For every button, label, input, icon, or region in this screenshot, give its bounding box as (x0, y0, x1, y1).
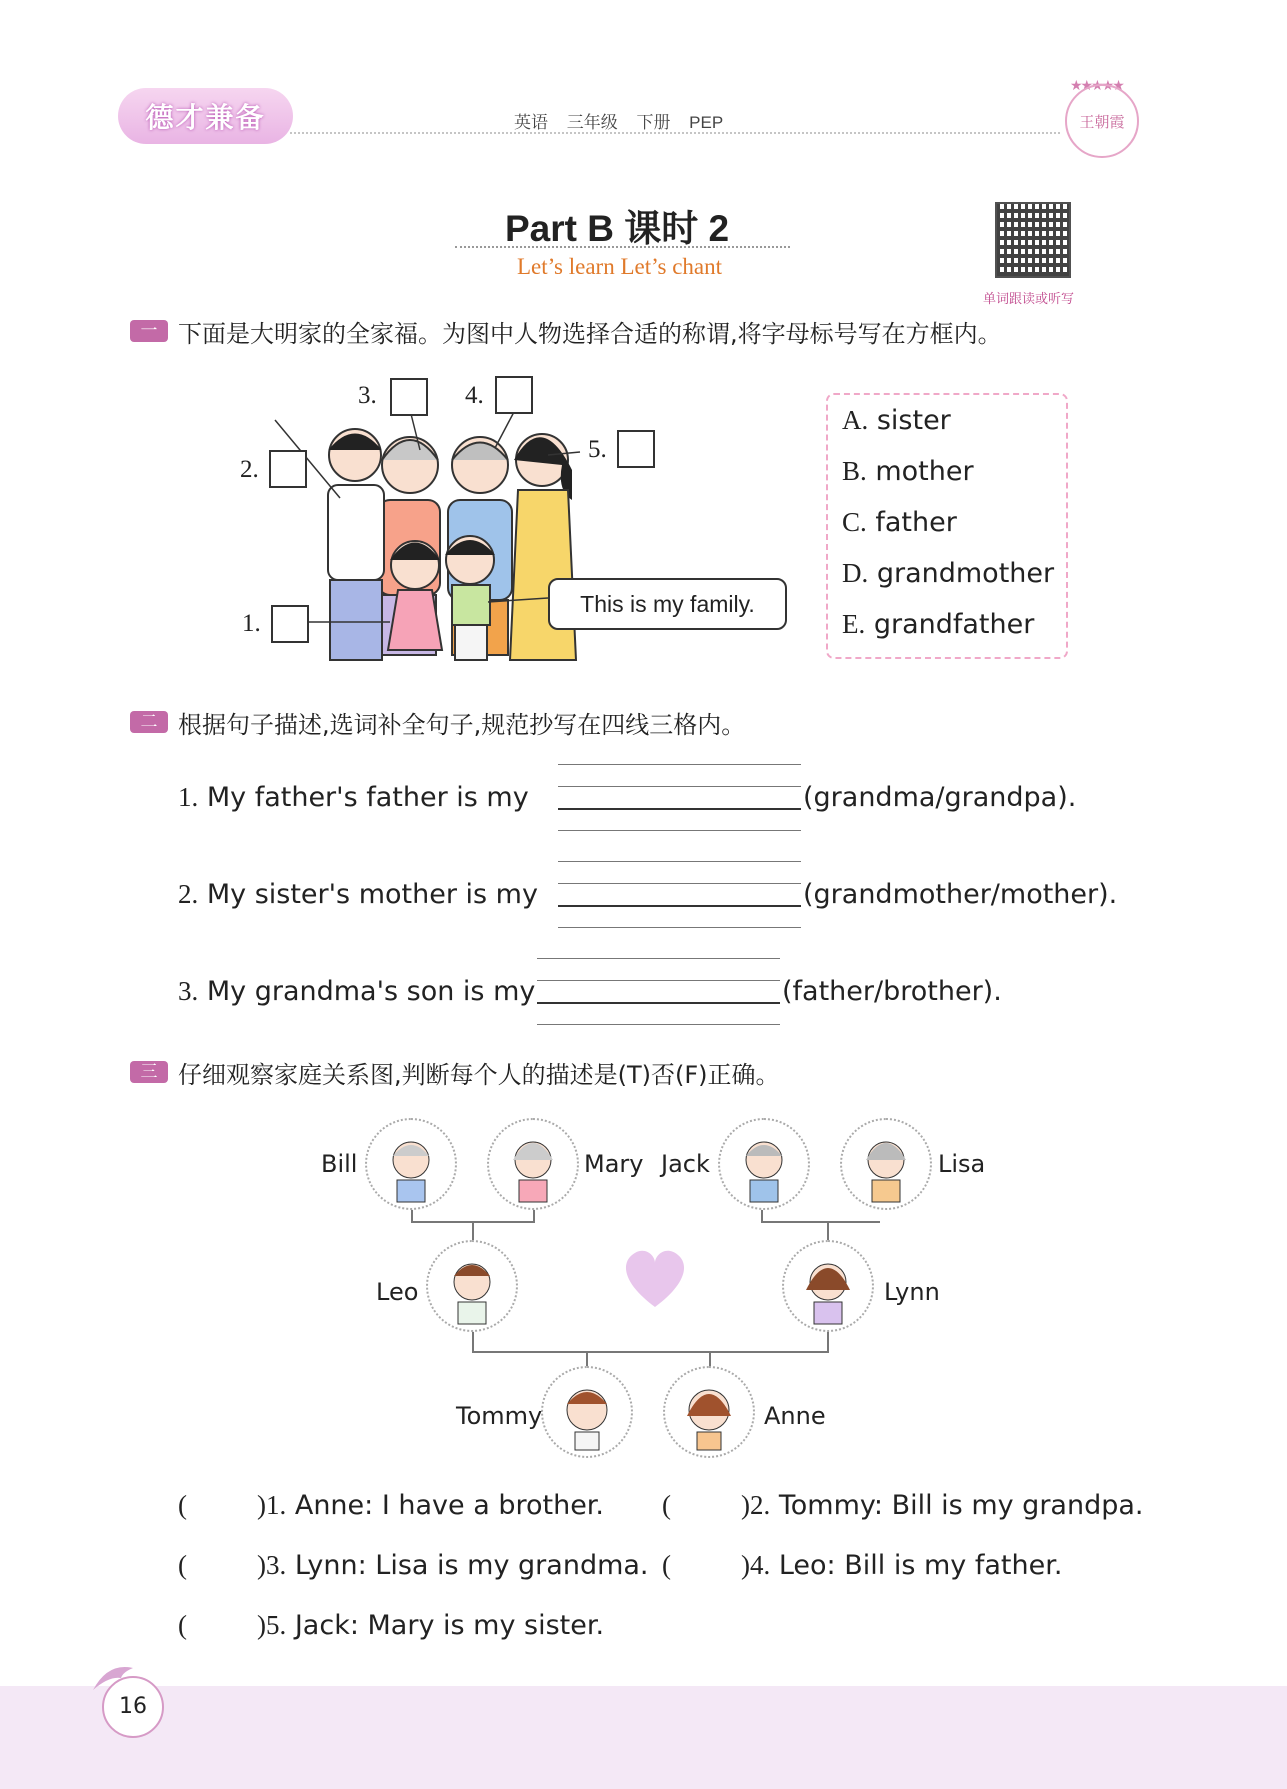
name-bill: Bill (321, 1150, 358, 1178)
title-divider (455, 246, 790, 248)
box-label-1: 1. (242, 610, 261, 637)
name-mary: Mary (584, 1150, 644, 1178)
option-c: C. father (842, 507, 957, 538)
name-tommy: Tommy (456, 1402, 543, 1430)
section-2-badge: 二 (130, 711, 168, 733)
qr-code-icon[interactable] (995, 202, 1071, 278)
option-d: D. grandmother (842, 558, 1055, 589)
statement-3: ( )3. Lynn: Lisa is my grandma. (178, 1550, 649, 1581)
option-b: B. mother (842, 456, 974, 487)
page-subtitle: Let’s learn Let’s chant (517, 254, 723, 279)
name-lisa: Lisa (938, 1150, 986, 1178)
author-stamp: 王朝霞 (1065, 84, 1139, 158)
page-number: 16 (102, 1676, 164, 1738)
writing-grid-3[interactable] (537, 958, 780, 1026)
name-anne: Anne (764, 1402, 826, 1430)
name-jack: Jack (661, 1150, 710, 1178)
choices-2: (grandmother/mother). (803, 879, 1118, 910)
section-1-badge: 一 (130, 320, 168, 342)
options-box (826, 393, 1068, 659)
answer-box-4[interactable] (495, 376, 533, 414)
qr-caption: 单词跟读或听写 (983, 292, 1075, 307)
heart-icon (620, 1245, 690, 1311)
page-title: Part B 课时 2 (505, 208, 730, 249)
speech-bubble: This is my family. (548, 578, 787, 630)
avatar-tommy (541, 1366, 633, 1458)
answer-box-3[interactable] (390, 378, 428, 416)
avatar-mary (487, 1118, 579, 1210)
name-lynn: Lynn (884, 1278, 940, 1306)
choices-3: (father/brother). (782, 976, 1002, 1007)
choices-1: (grandma/grandpa). (803, 782, 1077, 813)
avatar-jack (718, 1118, 810, 1210)
option-a: A. sister (842, 405, 951, 436)
box-label-3: 3. (358, 382, 377, 409)
answer-box-1[interactable] (271, 605, 309, 643)
statement-1: ( )1. Anne: I have a brother. (178, 1490, 605, 1521)
sentence-2: 2. My sister's mother is my (178, 879, 538, 910)
writing-grid-2[interactable] (558, 861, 801, 929)
avatar-anne (663, 1366, 755, 1458)
answer-box-2[interactable] (269, 450, 307, 488)
brand-logo: 德才兼备 (118, 88, 293, 144)
avatar-bill (365, 1118, 457, 1210)
header-meta: 英语 三年级 下册 PEP (514, 113, 724, 132)
statement-5: ( )5. Jack: Mary is my sister. (178, 1610, 605, 1641)
writing-grid-1[interactable] (558, 764, 801, 832)
label-connectors (230, 380, 590, 640)
avatar-leo (426, 1240, 518, 1332)
footer-decoration (0, 1686, 1287, 1789)
statement-2: ( )2. Tommy: Bill is my grandpa. (662, 1490, 1144, 1521)
section-2-instruction: 根据句子描述,选词补全句子,规范抄写在四线三格内。 (178, 711, 746, 739)
stars-icon: ★★★★★ (1070, 78, 1123, 94)
box-label-5: 5. (588, 436, 607, 463)
option-e: E. grandfather (842, 609, 1035, 640)
box-label-2: 2. (240, 456, 259, 483)
section-1-instruction: 下面是大明家的全家福。为图中人物选择合适的称谓,将字母标号写在方框内。 (178, 320, 1002, 348)
box-label-4: 4. (465, 382, 484, 409)
answer-box-5[interactable] (617, 430, 655, 468)
section-3-instruction: 仔细观察家庭关系图,判断每个人的描述是(T)否(F)正确。 (178, 1061, 780, 1089)
name-leo: Leo (376, 1278, 419, 1306)
section-3-badge: 三 (130, 1061, 168, 1083)
avatar-lisa (840, 1118, 932, 1210)
sentence-1: 1. My father's father is my (178, 782, 529, 813)
avatar-lynn (782, 1240, 874, 1332)
sentence-3: 3. My grandma's son is my (178, 976, 536, 1007)
statement-4: ( )4. Leo: Bill is my father. (662, 1550, 1063, 1581)
